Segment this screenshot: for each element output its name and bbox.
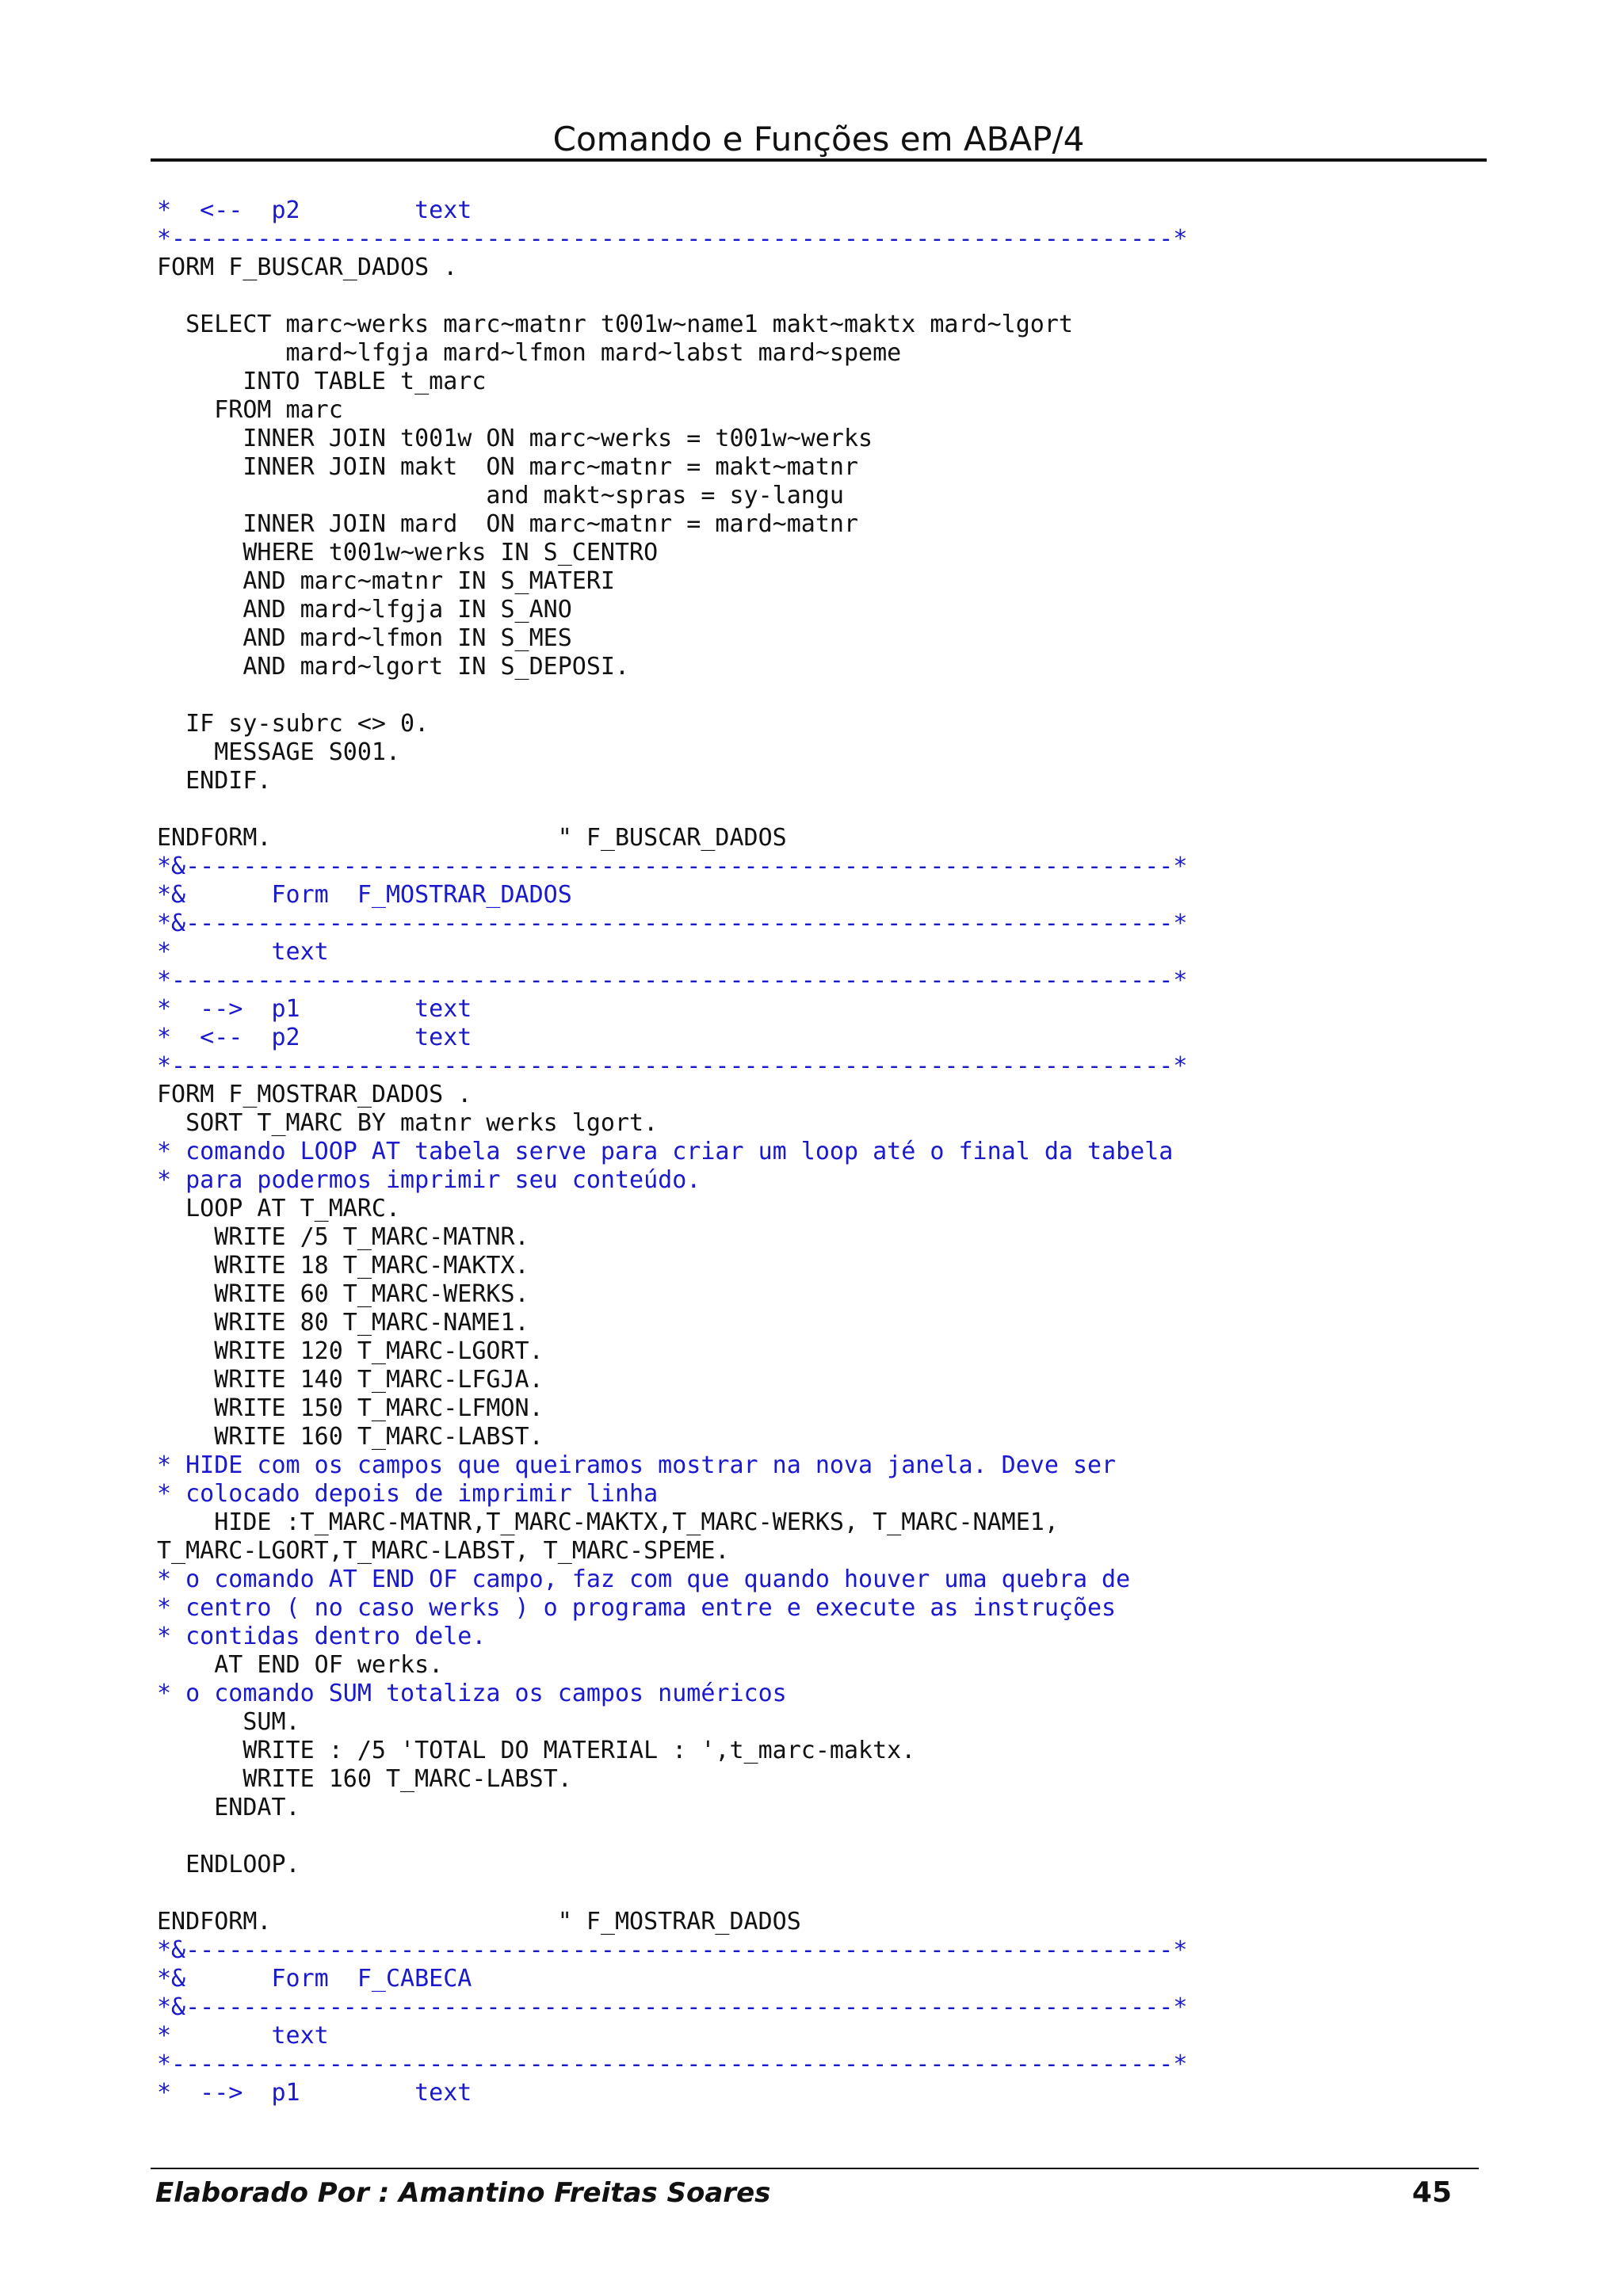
page-number: 45	[1411, 2176, 1452, 2209]
code-comment-line: *&---------------------------------------------------------------------*	[157, 1993, 1188, 2021]
code-comment-line: * o comando AT END OF campo, faz com que quando houver uma quebra de	[157, 1566, 1131, 1593]
code-comment-line: * centro ( no caso werks ) o programa entre e execute as instruções	[157, 1594, 1117, 1622]
code-line	[157, 795, 1583, 824]
code-line: INNER JOIN mard ON marc~matnr = mard~matnr	[157, 510, 859, 538]
code-line: WHERE t001w~werks IN S_CENTRO	[157, 539, 659, 566]
code-line: FORM F_BUSCAR_DADOS .	[157, 254, 458, 281]
code-line: AT END OF werks.	[157, 1651, 444, 1679]
code-line: AND mard~lfgja IN S_ANO	[157, 596, 572, 624]
code-line	[157, 681, 1583, 710]
code-line: MESSAGE S001.	[157, 738, 401, 766]
code-comment-line: * HIDE com os campos que queiramos mostrar na nova janela. Deve ser	[157, 1451, 1117, 1479]
code-line: WRITE 18 T_MARC-MAKTX.	[157, 1252, 529, 1280]
code-line: SORT T_MARC BY matnr werks lgort.	[157, 1109, 659, 1137]
code-comment-line: *& Form F_MOSTRAR_DADOS	[157, 881, 572, 909]
code-line: ENDAT.	[157, 1794, 300, 1821]
code-line: AND mard~lfmon IN S_MES	[157, 624, 572, 652]
code-comment-line: *&---------------------------------------------------------------------*	[157, 852, 1188, 880]
code-line: ENDLOOP.	[157, 1851, 300, 1878]
code-comment-line: * colocado depois de imprimir linha	[157, 1480, 659, 1508]
code-comment-line: * o comando SUM totaliza os campos numéricos	[157, 1680, 787, 1707]
code-comment-line: *& Form F_CABECA	[157, 1965, 472, 1993]
code-line: WRITE 160 T_MARC-LABST.	[157, 1423, 544, 1451]
code-listing	[157, 196, 1583, 2107]
code-line: ENDFORM. " F_MOSTRAR_DADOS	[157, 1908, 801, 1936]
code-line: IF sy-subrc <> 0.	[157, 710, 430, 738]
code-line: WRITE 80 T_MARC-NAME1.	[157, 1309, 529, 1337]
code-line: INTO TABLE t_marc	[157, 368, 487, 395]
footer-divider	[151, 2168, 1479, 2169]
code-line: FROM marc	[157, 396, 343, 424]
code-line: INNER JOIN t001w ON marc~werks = t001w~werks	[157, 425, 873, 452]
code-line: WRITE : /5 'TOTAL DO MATERIAL : ',t_marc-maktx.	[157, 1737, 916, 1764]
code-comment-line: * para podermos imprimir seu conteúdo.	[157, 1166, 701, 1194]
code-line: INNER JOIN makt ON marc~matnr = makt~matnr	[157, 453, 859, 481]
code-comment-line: * <-- p2 text	[157, 196, 472, 224]
code-line: AND mard~lgort IN S_DEPOSI.	[157, 653, 630, 681]
code-line: T_MARC-LGORT,T_MARC-LABST, T_MARC-SPEME.	[157, 1537, 730, 1565]
code-line: WRITE 160 T_MARC-LABST.	[157, 1765, 572, 1793]
code-line	[157, 1879, 1583, 1908]
code-line: SUM.	[157, 1708, 300, 1736]
code-line: HIDE :T_MARC-MATNR,T_MARC-MAKTX,T_MARC-WERKS, T_MARC-NAME1,	[157, 1508, 1059, 1536]
code-comment-line: *----------------------------------------------------------------------*	[157, 1052, 1188, 1080]
code-line: FORM F_MOSTRAR_DADOS .	[157, 1081, 472, 1108]
code-comment-line: * text	[157, 938, 329, 966]
code-line: WRITE 150 T_MARC-LFMON.	[157, 1394, 544, 1422]
footer-author: Elaborado Por : Amantino Freitas Soares	[155, 2177, 771, 2209]
code-comment-line: * <-- p2 text	[157, 1024, 472, 1051]
code-line: and makt~spras = sy-langu	[157, 482, 844, 509]
code-comment-line: * --> p1 text	[157, 995, 472, 1023]
code-comment-line: *----------------------------------------------------------------------*	[157, 967, 1188, 994]
code-line: WRITE 120 T_MARC-LGORT.	[157, 1337, 544, 1365]
code-comment-line: *&---------------------------------------------------------------------*	[157, 1936, 1188, 1964]
code-comment-line: * contidas dentro dele.	[157, 1623, 487, 1650]
page-header-title: Comando e Funções em ABAP/4	[552, 120, 1085, 158]
code-line: SELECT marc~werks marc~matnr t001w~name1 makt~maktx mard~lgort	[157, 311, 1073, 338]
code-line: mard~lfgja mard~lfmon mard~labst mard~speme	[157, 339, 902, 367]
code-line	[157, 1822, 1583, 1851]
code-comment-line: * comando LOOP AT tabela serve para criar um loop até o final da tabela	[157, 1138, 1174, 1165]
code-line: ENDFORM. " F_BUSCAR_DADOS	[157, 824, 787, 852]
code-line: AND marc~matnr IN S_MATERI	[157, 567, 615, 595]
code-line: WRITE /5 T_MARC-MATNR.	[157, 1223, 529, 1251]
code-line: WRITE 60 T_MARC-WERKS.	[157, 1280, 529, 1308]
code-line	[157, 282, 1583, 311]
code-comment-line: * text	[157, 2022, 329, 2050]
code-line: ENDIF.	[157, 767, 272, 795]
code-line: WRITE 140 T_MARC-LFGJA.	[157, 1366, 544, 1394]
code-comment-line: *----------------------------------------------------------------------*	[157, 225, 1188, 253]
header-divider	[151, 158, 1487, 162]
code-line: LOOP AT T_MARC.	[157, 1195, 401, 1222]
code-comment-line: * --> p1 text	[157, 2079, 472, 2107]
code-comment-line: *----------------------------------------------------------------------*	[157, 2050, 1188, 2078]
code-comment-line: *&---------------------------------------------------------------------*	[157, 910, 1188, 937]
